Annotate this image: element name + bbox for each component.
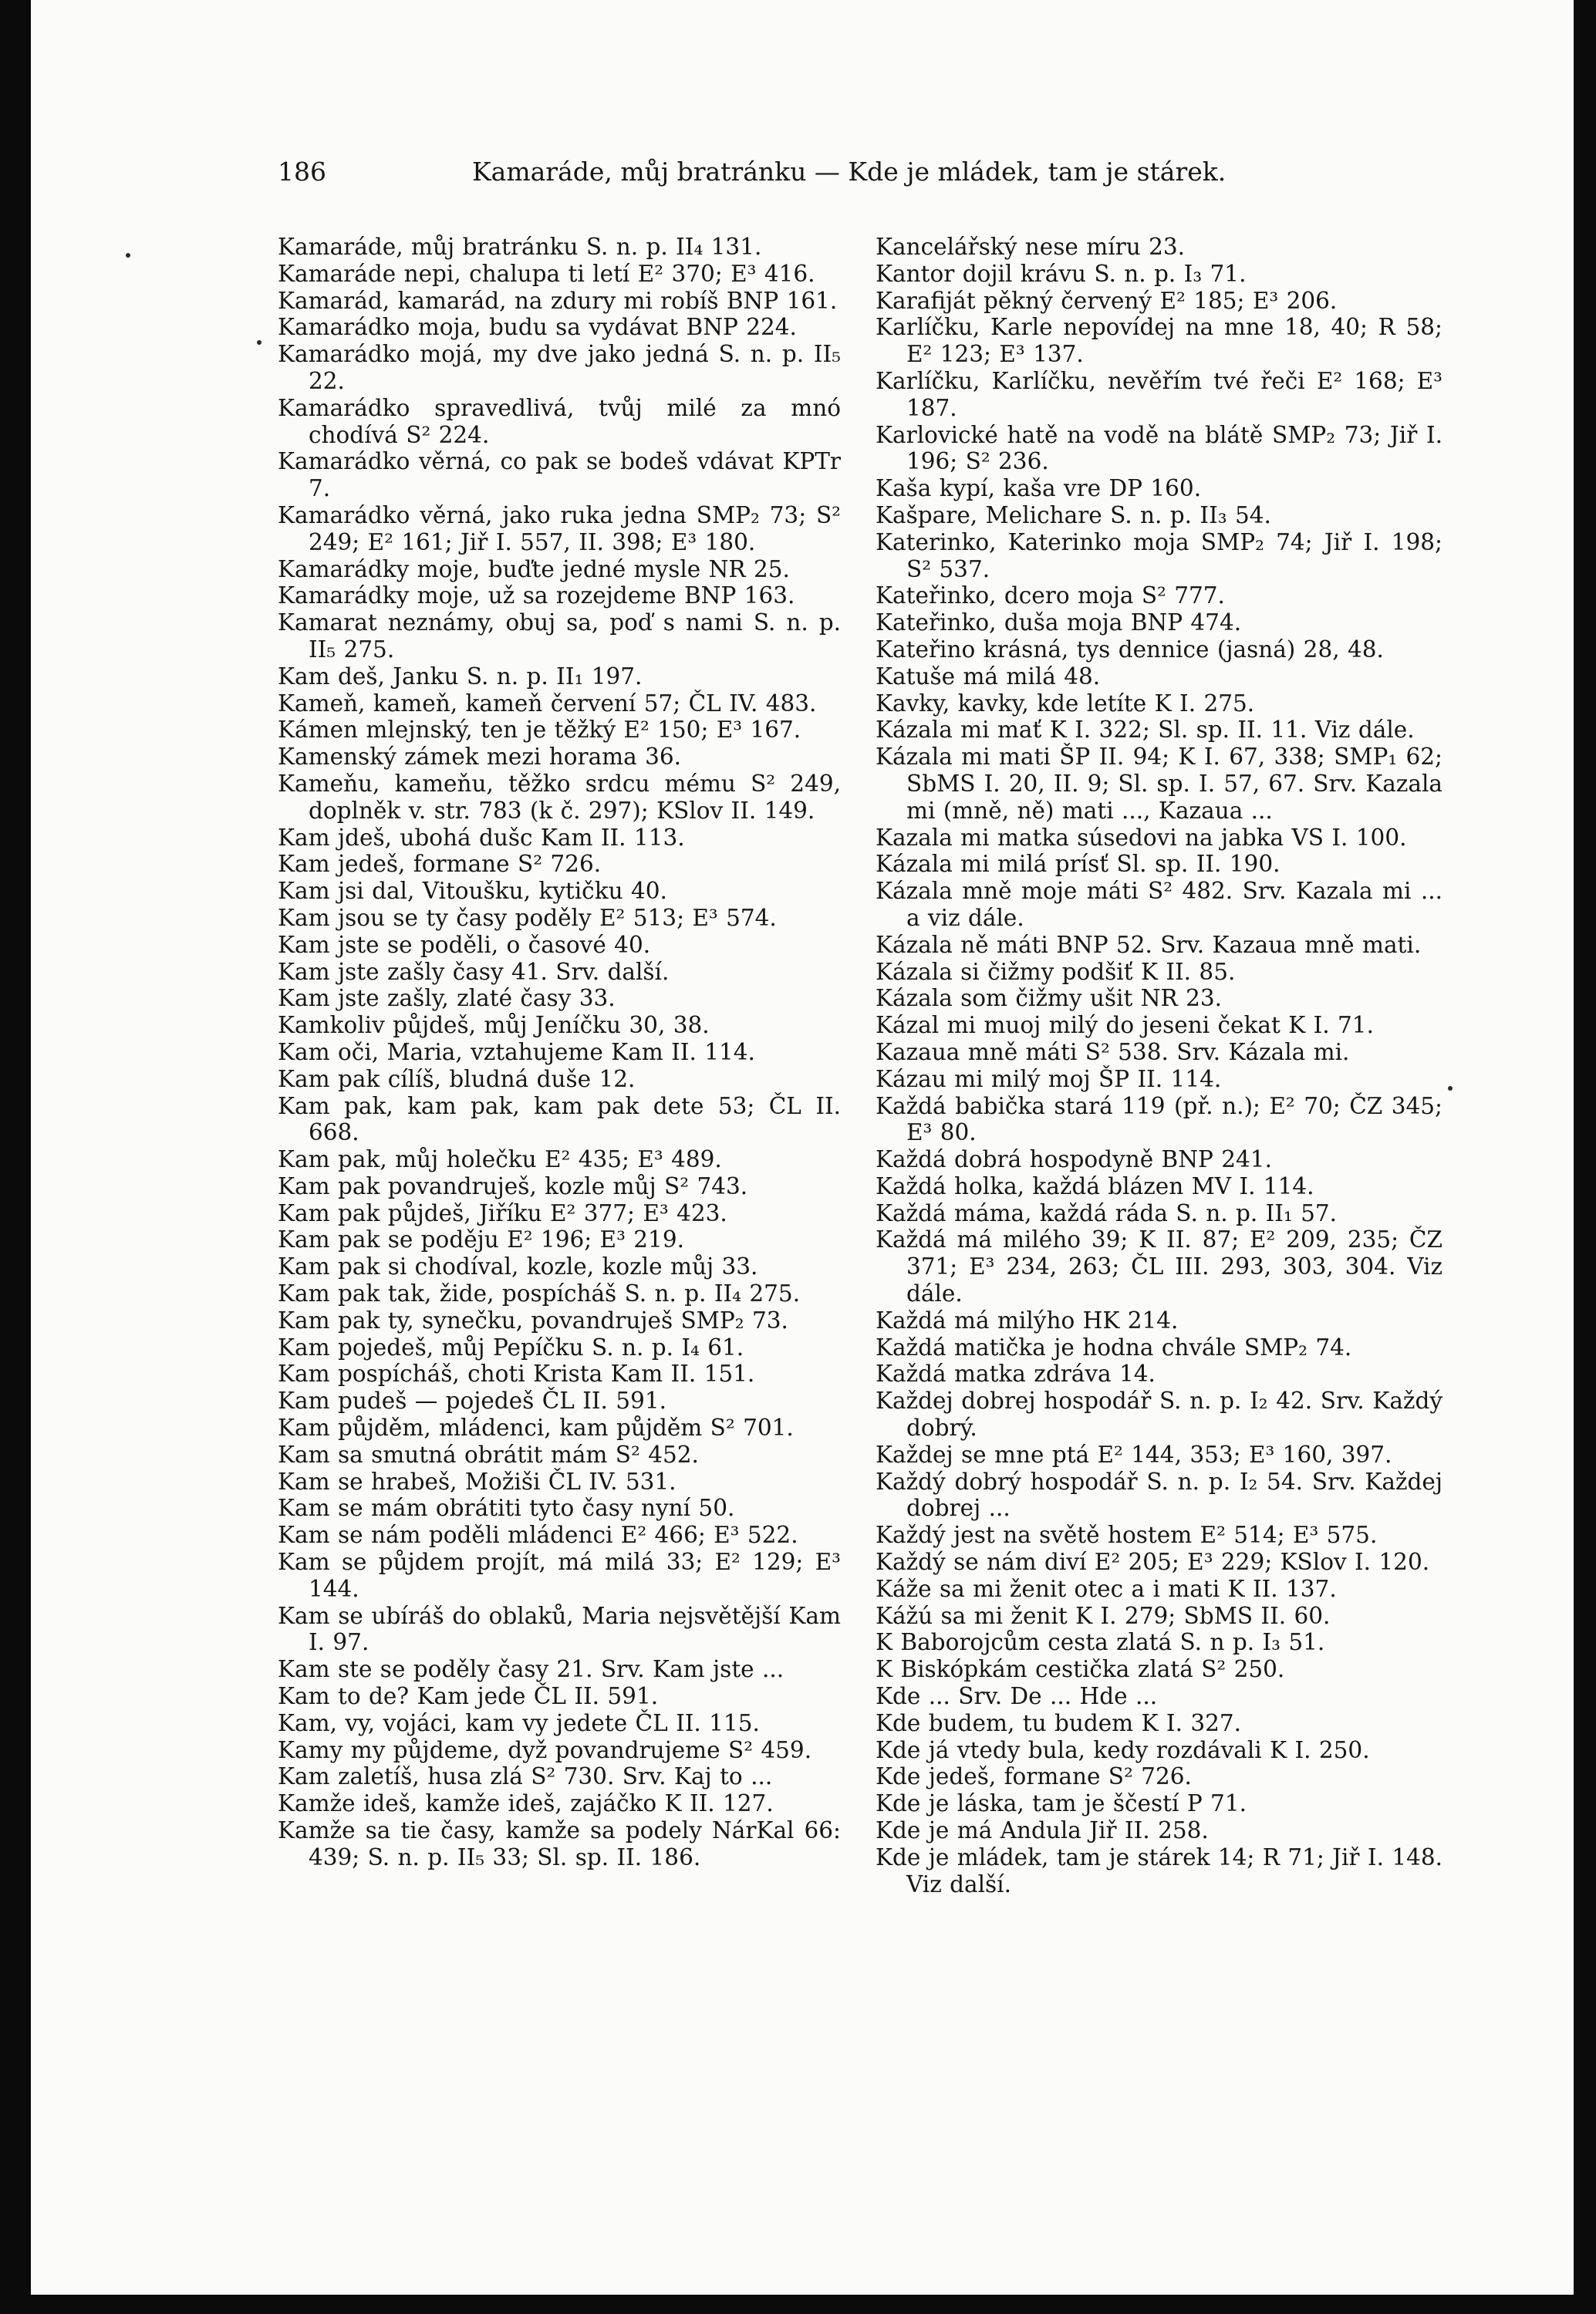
index-entry: Kam pospícháš, choti Krista Kam II. 151.: [278, 1361, 755, 1388]
index-entry: Kaša kypí, kaša vre DP 160.: [876, 475, 1202, 502]
index-entry: Kámen mlejnský, ten je těžký E² 150; E³ 167.: [278, 717, 801, 744]
index-entry: Kde je láska, tam je ščestí P 71.: [876, 1790, 1247, 1817]
index-entry: Katerinko, Katerinko moja SMP₂ 74; Jiř I. 198; S² 537.: [876, 528, 1442, 582]
index-entry: Kam pojedeš, můj Pepíčku S. n. p. I₄ 61.: [278, 1334, 744, 1361]
index-entry: Kamy my půjdeme, dyž povandrujeme S² 459.: [278, 1736, 812, 1763]
index-entry: Kde je má Andula Jiř II. 258.: [876, 1817, 1209, 1844]
speck: [126, 253, 130, 258]
index-entry: Kam sa smutná obrátit mám S² 452.: [278, 1441, 699, 1468]
index-entry: Kam jsi dal, Vitoušku, kytičku 40.: [278, 878, 667, 905]
index-entry: Karafiját pěkný červený E² 185; E³ 206.: [876, 287, 1338, 314]
speck: [257, 340, 262, 345]
index-entry: Kateřino krásná, tys dennice (jasná) 28, 48.: [876, 636, 1384, 663]
index-entry: Kameň, kameň, kameň červení 57; ČL IV. 483.: [278, 690, 817, 717]
index-entry: K Baborojcům cesta zlatá S. n p. I₃ 51.: [876, 1629, 1325, 1656]
index-entry: Katuše má milá 48.: [876, 663, 1101, 690]
index-entry: Kam jedeš, formane S² 726.: [278, 851, 602, 878]
index-entry: Kam jdeš, ubohá dušc Kam II. 113.: [278, 824, 685, 851]
index-entry: Kam pak povandruješ, kozle můj S² 743.: [278, 1172, 748, 1199]
index-entry: Každá matička je hodna chvále SMP₂ 74.: [876, 1334, 1352, 1361]
index-entry: Kamarádko věrná, jako ruka jedna SMP₂ 73; S² 249; E² 161; Jiř I. 557, II. 398; E³ 180.: [278, 501, 841, 555]
index-entry: Kam, vy, vojáci, kam vy jedete ČL II. 115.: [278, 1709, 760, 1736]
index-entry: Každý dobrý hospodář S. n. p. I₂ 54. Srv. Každej dobrej ...: [876, 1468, 1442, 1522]
index-entry: Kam zaletíš, husa zlá S² 730. Srv. Kaj to ...: [278, 1763, 773, 1790]
index-entry: Kamaráde, můj bratránku S. n. p. II₄ 131.: [278, 234, 762, 260]
index-entry: Kamarádko mojá, my dve jako jedná S. n. p. II₅ 22.: [278, 341, 841, 394]
index-entry: Kam jste zašly časy 41. Srv. další.: [278, 958, 670, 985]
index-entry: Kamarádko spravedlivá, tvůj milé za mnó chodívá S² 224.: [278, 394, 841, 448]
index-entry: Kam pudeš — pojedeš ČL II. 591.: [278, 1388, 666, 1415]
index-entry: Kam se půjdem projít, má milá 33; E² 129; E³ 144.: [278, 1549, 841, 1602]
index-entry: Kázala mně moje máti S² 482. Srv. Kazala mi ... a viz dále.: [876, 878, 1442, 931]
index-entry: Kancelářský nese míru 23.: [876, 234, 1186, 260]
index-entry: Kamenský zámek mezi horama 36.: [278, 744, 682, 771]
index-entry: Kam pak půjdeš, Jiříku E² 377; E³ 423.: [278, 1199, 727, 1226]
index-entry: Kázala som čižmy ušit NR 23.: [876, 985, 1223, 1012]
index-entry: Každá má milého 39; K II. 87; E² 209, 235; ČZ 371; E³ 234, 263; ČL III. 293, 303, 304. Viz dále.: [876, 1226, 1442, 1307]
index-entry: Kavky, kavky, kde letíte K I. 275.: [876, 690, 1255, 717]
index-entry: Kam pak si chodíval, kozle, kozle můj 33.: [278, 1253, 758, 1280]
index-entry: Kam pak tak, žide, pospícháš S. n. p. II₄ 275.: [278, 1280, 801, 1307]
index-entry: Každá má milýho HK 214.: [876, 1307, 1179, 1334]
index-entry: Kam pak, můj holečku E² 435; E³ 489.: [278, 1146, 722, 1173]
index-entry: Kam ste se poděly časy 21. Srv. Kam jste ...: [278, 1656, 785, 1683]
index-entry: Kam jste se poděli, o časové 40.: [278, 931, 651, 958]
index-entry: K Biskópkám cestička zlatá S² 250.: [876, 1656, 1285, 1683]
index-entry: Kam pak se poděju E² 196; E³ 219.: [278, 1226, 684, 1253]
index-entry: Každý se nám diví E² 205; E³ 229; KSlov I. 120.: [876, 1549, 1430, 1576]
index-entry: Kde ... Srv. De ... Hde ...: [876, 1683, 1158, 1710]
index-entry: Kam pak ty, synečku, povandruješ SMP₂ 73.: [278, 1307, 788, 1334]
index-entry: Kamarádky moje, buďte jedné mysle NR 25.: [278, 555, 790, 582]
index-entry: Kam se nám poděli mládenci E² 466; E³ 522.: [278, 1522, 798, 1549]
index-entry: Karlovické hatě na vodě na blátě SMP₂ 73; Jiř I. 196; S² 236.: [876, 421, 1442, 475]
index-entry: Každá babička stará 119 (př. n.); E² 70; ČZ 345; E³ 80.: [876, 1092, 1442, 1146]
index-entry: Kašpare, Melichare S. n. p. II₃ 54.: [876, 501, 1271, 528]
index-entry: Kazaua mně máti S² 538. Srv. Kázala mi.: [876, 1038, 1350, 1065]
index-entry: Kázala mi mať K I. 322; Sl. sp. II. 11. Viz dále.: [876, 717, 1415, 744]
index-entry: Kam půjděm, mládenci, kam půjděm S² 701.: [278, 1415, 794, 1442]
index-entry: Kamže sa tie časy, kamže sa podely NárKal 66: 439; S. n. p. II₅ 33; Sl. sp. II. 186.: [278, 1817, 841, 1870]
index-entry: Kamarat neznámy, obuj sa, poď s nami S. n. p. II₅ 275.: [278, 609, 841, 663]
index-entry: Kateřinko, dcero moja S² 777.: [876, 582, 1225, 609]
running-header: [278, 153, 1234, 191]
index-entry: Kde já vtedy bula, kedy rozdávali K I. 250.: [876, 1736, 1370, 1763]
index-entry: Kamže ideš, kamže ideš, zajáčko K II. 127.: [278, 1790, 774, 1817]
index-entry: Kázala mi mati ŠP II. 94; K I. 67, 338; SMP₁ 62; SbMS I. 20, II. 9; Sl. sp. I. 57, 67. Srv. Kazala mi (mně, ně) mati ..., Kazaua ...: [876, 744, 1442, 824]
index-entry: Kamkoliv půjdeš, můj Jeníčku 30, 38.: [278, 1012, 710, 1039]
index-entry: Kam pak, kam pak, kam pak dete 53; ČL II. 668.: [278, 1092, 841, 1146]
index-entry: Kantor dojil krávu S. n. p. I₃ 71.: [876, 260, 1247, 287]
index-entry: Karlíčku, Karle nepovídej na mne 18, 40; R 58; E² 123; E³ 137.: [876, 314, 1442, 368]
index-entry: Kážú sa mi ženit K I. 279; SbMS II. 60.: [876, 1602, 1331, 1629]
index-entry: Kázala mi milá prísť Sl. sp. II. 190.: [876, 851, 1281, 878]
index-entry: Kde je mládek, tam je stárek 14; R 71; Jiř I. 148. Viz další.: [876, 1843, 1443, 1897]
index-entry: Kam pak cílíš, bludná duše 12.: [278, 1065, 636, 1092]
index-entry: Karlíčku, Karlíčku, nevěřím tvé řeči E² 168; E³ 187.: [876, 367, 1442, 421]
index-entry: Kázau mi milý moj ŠP II. 114.: [876, 1065, 1222, 1092]
index-entry: Kázal mi muoj milý do jeseni čekat K I. 71.: [876, 1012, 1374, 1039]
index-column-right: [876, 234, 1442, 1897]
index-entry: Kam se ubíráš do oblaků, Maria nejsvětější Kam I. 97.: [278, 1602, 841, 1656]
index-entry: Každá holka, každá blázen MV I. 114.: [876, 1172, 1314, 1199]
index-entry: Kam se mám obrátiti tyto časy nyní 50.: [278, 1495, 735, 1522]
index-entry: Kamarádky moje, už sa rozejdeme BNP 163.: [278, 582, 795, 609]
index-entry: Kam oči, Maria, vztahujeme Kam II. 114.: [278, 1038, 755, 1065]
index-entry: Každý jest na světě hostem E² 514; E³ 575.: [876, 1522, 1378, 1549]
index-entry: Kamaráde nepi, chalupa ti letí E² 370; E³ 416.: [278, 260, 815, 287]
index-entry: Kateřinko, duša moja BNP 474.: [876, 609, 1242, 636]
index-entry: Kam jsou se ty časy poděly E² 513; E³ 574.: [278, 904, 777, 931]
speck: [1448, 1086, 1453, 1091]
index-entry: Kazala mi matka súsedovi na jabka VS I. 100.: [876, 824, 1407, 851]
index-entry: Kamarádko moja, budu sa vydávat BNP 224.: [278, 314, 797, 341]
page-number: 186: [278, 157, 326, 187]
index-column-left: [278, 234, 841, 1871]
index-entry: Kam jste zašly, zlaté časy 33.: [278, 985, 616, 1012]
index-entry: Kázala ně máti BNP 52. Srv. Kazaua mně mati.: [876, 931, 1422, 958]
index-entry: Kde jedeš, formane S² 726.: [876, 1763, 1192, 1790]
index-entry: Každá dobrá hospodyně BNP 241.: [876, 1146, 1272, 1173]
index-entry: Kamarádko věrná, co pak se bodeš vdávat KPTr 7.: [278, 448, 841, 502]
index-entry: Kam deš, Janku S. n. p. II₁ 197.: [278, 663, 643, 690]
index-entry: Káže sa mi ženit otec a i mati K II. 137.: [876, 1575, 1337, 1602]
running-title: Kamaráde, můj bratránku — Kde je mládek, tam je stárek.: [472, 157, 1227, 187]
index-entry: Každej se mne ptá E² 144, 353; E³ 160, 397.: [876, 1441, 1392, 1468]
index-entry: Kde budem, tu budem K I. 327.: [876, 1709, 1242, 1736]
index-entry: Každá máma, každá ráda S. n. p. II₁ 57.: [876, 1199, 1338, 1226]
index-entry: Každej dobrej hospodář S. n. p. I₂ 42. Srv. Každý dobrý.: [876, 1388, 1442, 1442]
index-entry: Kázala si čižmy podšiť K II. 85.: [876, 958, 1236, 985]
index-entry: Kam to de? Kam jede ČL II. 591.: [278, 1683, 659, 1710]
index-entry: Kam se hrabeš, Možiši ČL IV. 531.: [278, 1468, 677, 1495]
index-entry: Každá matka zdráva 14.: [876, 1361, 1156, 1388]
index-entry: Kameňu, kameňu, těžko srdcu mému S² 249, doplněk v. str. 783 (k č. 297); KSlov II. 149.: [278, 770, 841, 824]
index-entry: Kamarád, kamarád, na zdury mi robíš BNP 161.: [278, 287, 838, 314]
